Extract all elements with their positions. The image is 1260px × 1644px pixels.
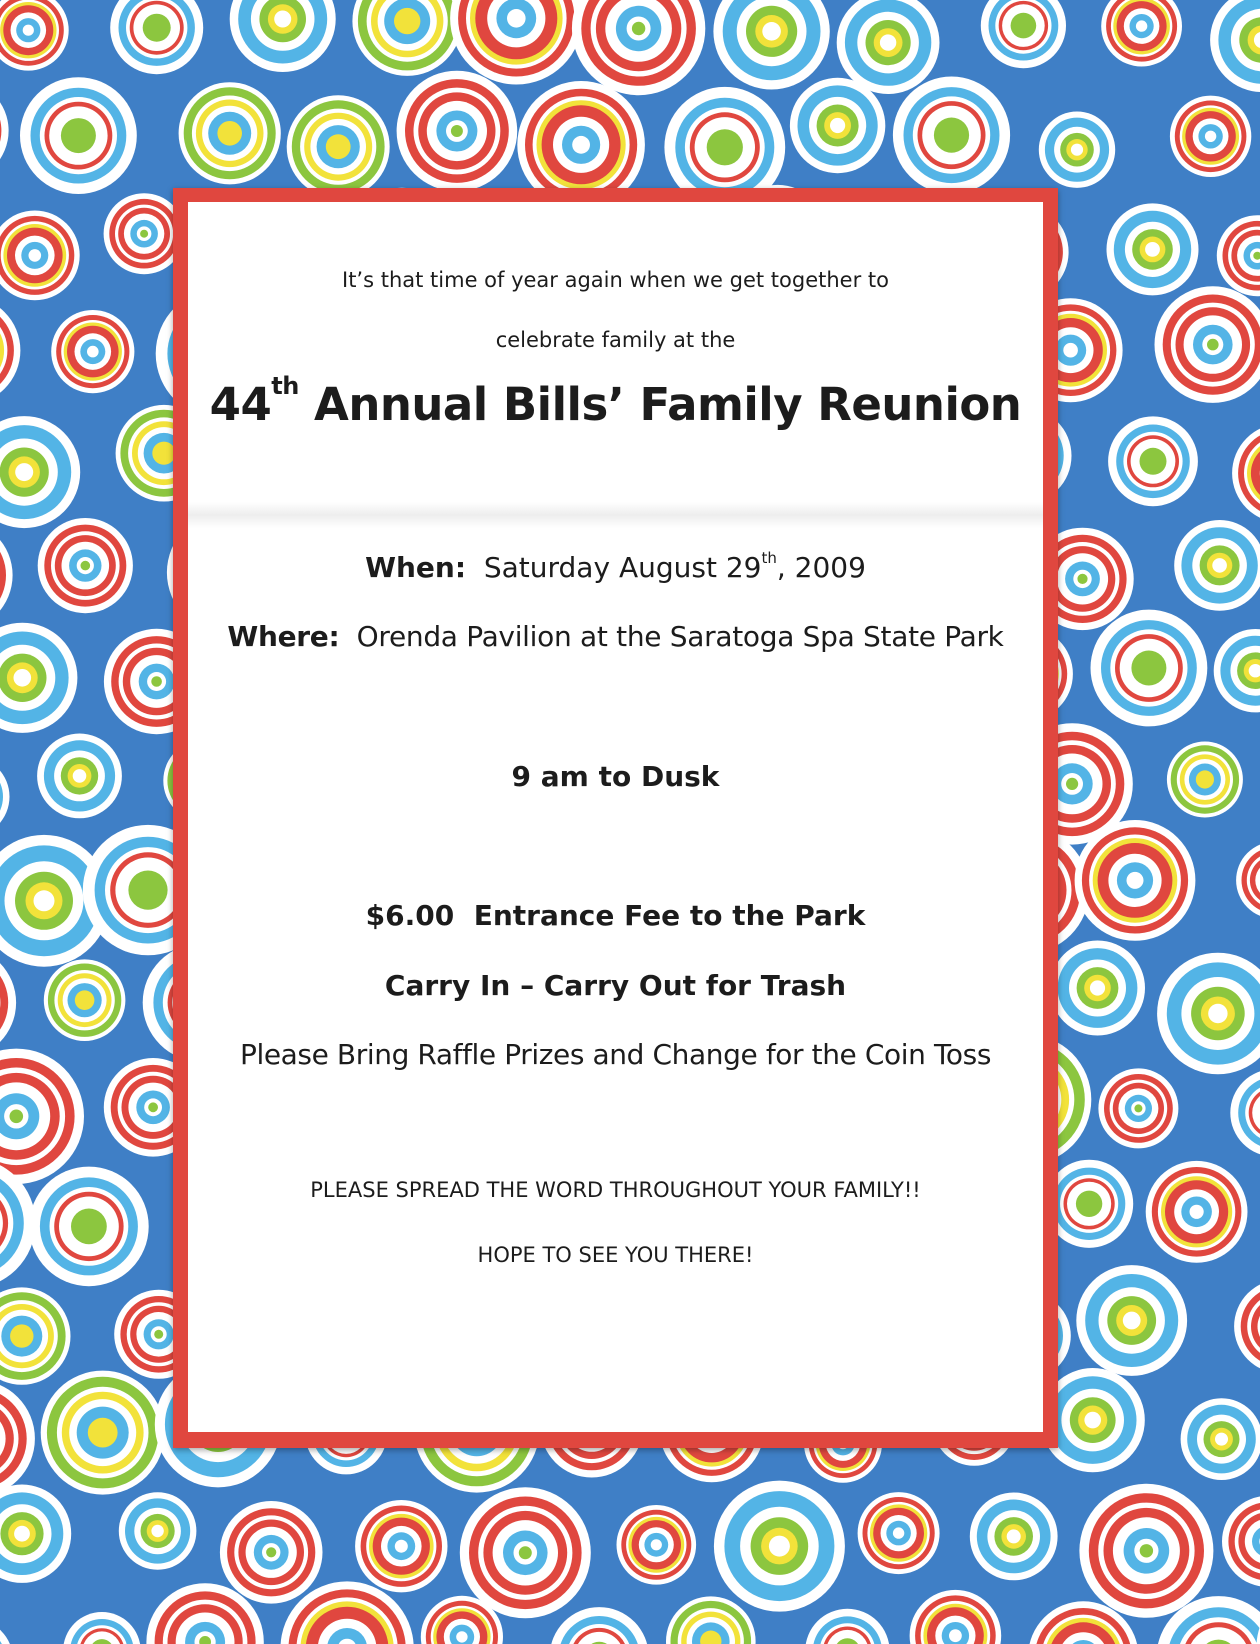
decorative-circle: [858, 1492, 940, 1574]
intro-line-1: It’s that time of year again when we get together to: [342, 268, 889, 292]
decorative-circle: [460, 1487, 591, 1618]
decorative-circle: [1108, 416, 1198, 506]
decorative-circle: [910, 1590, 1002, 1644]
flyer-paper: [188, 202, 1043, 1432]
decorative-circle: [29, 1167, 149, 1287]
decorative-circle: [1091, 610, 1208, 727]
decorative-circle: [397, 71, 518, 192]
decorative-circle: [1155, 286, 1260, 403]
paper-fold-crease: [188, 502, 1043, 528]
event-time: 9 am to Dusk: [511, 760, 720, 793]
decorative-circle: [220, 1501, 323, 1604]
decorative-circle: [38, 518, 133, 613]
decorative-circle: [0, 1287, 71, 1384]
event-title: [188, 372, 1043, 431]
title-number: 44: [209, 378, 272, 431]
decorative-circle: [805, 1609, 889, 1644]
decorative-circle: [63, 1612, 141, 1644]
when-date: Saturday August 29: [483, 551, 762, 584]
decorative-circle: [0, 416, 80, 528]
decorative-circle: [0, 296, 20, 404]
decorative-circle: [1210, 0, 1260, 92]
decorative-circle: [0, 1619, 13, 1644]
decorative-circle: [20, 77, 137, 194]
decorative-circle: [713, 0, 829, 90]
when-label: When:: [365, 551, 467, 584]
decorative-circle: [0, 1485, 71, 1583]
decorative-circle: [0, 0, 69, 71]
decorative-circle: [0, 520, 13, 631]
title-ordinal-suffix: th: [271, 372, 299, 400]
decorative-circle: [1181, 1398, 1260, 1480]
flyer-red-border: [173, 188, 1058, 1448]
where-value: Orenda Pavilion at the Saratoga Spa State Park: [356, 620, 1004, 653]
decorative-circle: [617, 1505, 697, 1585]
intro-line-2: celebrate family at the: [495, 328, 736, 352]
decorative-circle: [1098, 1068, 1178, 1148]
decorative-circle: [981, 0, 1066, 68]
decorative-circle: [287, 95, 390, 198]
decorative-circle: [0, 1049, 84, 1184]
when-line: [188, 551, 1043, 584]
decorative-circle: [450, 0, 582, 84]
decorative-circle: [666, 1596, 756, 1644]
decorative-circle: [1167, 742, 1243, 818]
decorative-circle: [714, 1481, 845, 1612]
decorative-circle: [51, 310, 134, 393]
decorative-circle: [355, 1500, 447, 1592]
decorative-circle: [1174, 520, 1260, 611]
closing-note: HOPE TO SEE YOU THERE!: [477, 1243, 754, 1267]
decorative-circle: [0, 756, 10, 837]
decorative-circle: [1075, 820, 1196, 941]
decorative-circle: [1217, 215, 1260, 296]
decorative-circle: [0, 946, 16, 1059]
entrance-fee: $6.00 Entrance Fee to the Park: [365, 899, 866, 932]
decorative-circle: [1157, 953, 1260, 1075]
decorative-circle: [230, 0, 336, 72]
decorative-circle: [110, 0, 203, 74]
decorative-circle: [1230, 1069, 1260, 1157]
decorative-circle: [0, 211, 80, 301]
decorative-circle: [0, 79, 9, 182]
decorative-circle: [1170, 96, 1251, 177]
decorative-circle: [1050, 941, 1145, 1036]
decorative-circle: [837, 0, 940, 94]
decorative-circle: [893, 77, 1010, 194]
decorative-circle: [352, 0, 462, 76]
decorative-circle: [572, 0, 705, 95]
decorative-circle: [119, 1492, 197, 1570]
decorative-circle: [790, 78, 885, 173]
decorative-circle: [1039, 112, 1115, 188]
raffle-note: Please Bring Raffle Prizes and Change for the Coin Toss: [239, 1038, 992, 1071]
when-ordinal-suffix: th: [761, 549, 777, 567]
where-label: Where:: [227, 620, 340, 653]
decorative-circle: [0, 1380, 35, 1497]
when-year: , 2009: [776, 551, 866, 584]
decorative-circle: [1146, 1161, 1248, 1263]
decorative-circle: [1076, 1265, 1187, 1376]
decorative-circle: [179, 82, 281, 184]
decorative-circle: [1045, 1160, 1133, 1248]
decorative-circle: [1222, 1496, 1260, 1587]
decorative-circle: [550, 1607, 649, 1644]
decorative-circle: [1232, 424, 1260, 523]
decorative-circle: [44, 959, 126, 1041]
decorative-circle: [41, 1371, 165, 1495]
decorative-circle: [1236, 842, 1260, 919]
title-text: Annual Bills’ Family Reunion: [298, 378, 1022, 431]
decorative-circle: [1079, 1484, 1213, 1618]
decorative-circle: [0, 623, 77, 733]
trash-policy: Carry In – Carry Out for Trash: [384, 969, 847, 1002]
decorative-circle: [1101, 0, 1182, 67]
decorative-circle: [1214, 629, 1260, 712]
decorative-circle: [1107, 203, 1199, 295]
where-line: [188, 620, 1043, 653]
decorative-circle: [37, 734, 122, 819]
decorative-circle: [1234, 1280, 1260, 1374]
spread-word-note: PLEASE SPREAD THE WORD THROUGHOUT YOUR FAMILY!!: [310, 1178, 921, 1202]
decorative-circle: [970, 1493, 1058, 1581]
